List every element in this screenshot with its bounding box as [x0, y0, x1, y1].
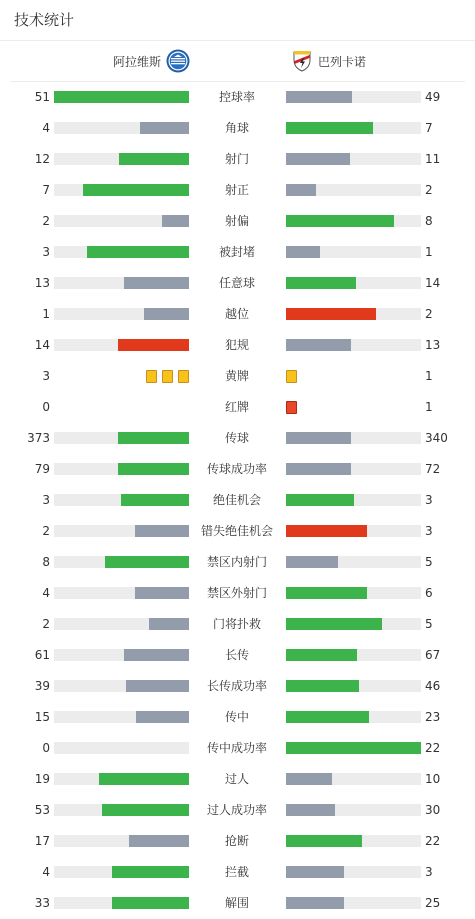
- home-bar-track: [54, 463, 189, 475]
- away-value: 5: [425, 617, 433, 631]
- home-bar-fill: [112, 866, 189, 878]
- stat-row: [0, 577, 475, 608]
- home-value: 7: [42, 183, 50, 197]
- home-bar-track: [54, 680, 189, 692]
- home-bar-track: [54, 804, 189, 816]
- away-bar-track: [286, 122, 421, 134]
- home-value: 3: [42, 493, 50, 507]
- away-red-cards: [286, 401, 297, 414]
- home-bar-fill: [105, 556, 189, 568]
- home-bar-fill: [118, 339, 189, 351]
- home-bar-fill: [135, 587, 189, 599]
- away-bar-fill: [286, 742, 421, 754]
- home-bar-track: [54, 649, 189, 661]
- home-value: 33: [34, 896, 50, 910]
- home-bar-fill: [129, 835, 189, 847]
- stat-label: 禁区外射门: [206, 586, 267, 600]
- stat-label: 射门: [224, 152, 249, 166]
- home-value: 373: [27, 431, 50, 445]
- stat-label: 传中: [224, 710, 249, 724]
- home-bar-track: [54, 711, 189, 723]
- stat-label: 过人: [224, 772, 249, 786]
- home-bar-fill: [135, 525, 189, 537]
- stat-label: 红牌: [224, 400, 249, 414]
- away-bar-fill: [286, 246, 320, 258]
- home-bar-fill: [162, 215, 189, 227]
- home-value: 0: [42, 741, 50, 755]
- home-bar-track: [54, 835, 189, 847]
- stat-label: 解围: [224, 896, 249, 910]
- home-bar-fill: [102, 804, 189, 816]
- away-value: 67: [425, 648, 441, 662]
- away-value: 340: [425, 431, 448, 445]
- stat-label: 射正: [224, 183, 249, 197]
- away-bar-fill: [286, 463, 351, 475]
- home-value: 3: [42, 369, 50, 383]
- away-value: 46: [425, 679, 441, 693]
- home-value: 15: [34, 710, 50, 724]
- away-bar-track: [286, 866, 421, 878]
- away-value: 1: [425, 369, 433, 383]
- stat-row: [0, 360, 475, 391]
- home-bar-track: [54, 525, 189, 537]
- away-value: 6: [425, 586, 433, 600]
- home-bar-fill: [119, 153, 189, 165]
- home-bar-track: [54, 215, 189, 227]
- home-bar-fill: [87, 246, 189, 258]
- away-value: 30: [425, 803, 441, 817]
- away-value: 2: [425, 307, 433, 321]
- away-value: 3: [425, 524, 433, 538]
- home-bar-track: [54, 153, 189, 165]
- away-bar-fill: [286, 153, 350, 165]
- away-bar-fill: [286, 680, 359, 692]
- home-bar-fill: [126, 680, 189, 692]
- stat-label: 射偏: [224, 214, 249, 228]
- away-bar-track: [286, 246, 421, 258]
- away-value: 3: [425, 865, 433, 879]
- yellow-card-icon: [286, 370, 297, 383]
- stat-label: 传球成功率: [206, 462, 267, 476]
- stat-row: [0, 484, 475, 515]
- away-bar-track: [286, 463, 421, 475]
- home-bar-fill: [118, 432, 189, 444]
- home-bar-track: [54, 432, 189, 444]
- home-bar-fill: [99, 773, 189, 785]
- stat-row: [0, 143, 475, 174]
- home-value: 39: [34, 679, 50, 693]
- home-bar-fill: [112, 897, 189, 909]
- home-value: 2: [42, 524, 50, 538]
- stat-label: 门将扑救: [212, 617, 261, 631]
- stat-row: [0, 422, 475, 453]
- away-bar-fill: [286, 91, 352, 103]
- stat-row: [0, 546, 475, 577]
- away-bar-fill: [286, 587, 367, 599]
- away-value: 3: [425, 493, 433, 507]
- away-value: 22: [425, 741, 441, 755]
- home-yellow-cards: [146, 370, 189, 383]
- stat-label: 角球: [224, 121, 249, 135]
- away-bar-track: [286, 308, 421, 320]
- home-team-header[interactable]: [113, 48, 190, 74]
- home-bar-fill: [136, 711, 189, 723]
- stat-label: 任意球: [218, 276, 255, 290]
- home-value: 3: [42, 245, 50, 259]
- page-title: 技术统计: [14, 11, 75, 29]
- stat-label: 长传: [224, 648, 249, 662]
- away-bar-fill: [286, 122, 373, 134]
- away-bar-fill: [286, 804, 335, 816]
- home-bar-track: [54, 556, 189, 568]
- home-bar-track: [54, 122, 189, 134]
- home-value: 51: [34, 90, 50, 104]
- away-bar-track: [286, 525, 421, 537]
- away-bar-fill: [286, 525, 367, 537]
- home-value: 53: [34, 803, 50, 817]
- home-bar-fill: [54, 91, 189, 103]
- away-bar-track: [286, 835, 421, 847]
- away-bar-track: [286, 153, 421, 165]
- away-bar-track: [286, 618, 421, 630]
- home-bar-track: [54, 246, 189, 258]
- stat-row: [0, 732, 475, 763]
- title-divider: [0, 40, 475, 41]
- stat-label: 过人成功率: [206, 803, 267, 817]
- home-value: 12: [34, 152, 50, 166]
- home-bar-track: [54, 308, 189, 320]
- away-bar-fill: [286, 866, 344, 878]
- rayo-vallecano-crest-icon: [290, 49, 314, 73]
- home-value: 4: [42, 586, 50, 600]
- stat-label: 犯规: [224, 338, 249, 352]
- stat-row: [0, 701, 475, 732]
- stat-row: [0, 856, 475, 887]
- away-value: 7: [425, 121, 433, 135]
- away-bar-track: [286, 680, 421, 692]
- away-bar-track: [286, 432, 421, 444]
- home-bar-track: [54, 277, 189, 289]
- away-value: 72: [425, 462, 441, 476]
- away-bar-track: [286, 494, 421, 506]
- stat-row: [0, 794, 475, 825]
- stat-label: 错失绝佳机会: [200, 524, 273, 538]
- away-bar-track: [286, 773, 421, 785]
- home-value: 4: [42, 121, 50, 135]
- away-bar-track: [286, 339, 421, 351]
- away-value: 23: [425, 710, 441, 724]
- away-bar-fill: [286, 649, 357, 661]
- home-bar-fill: [124, 277, 189, 289]
- home-value: 4: [42, 865, 50, 879]
- stat-label: 传中成功率: [206, 741, 267, 755]
- away-bar-track: [286, 897, 421, 909]
- stat-row: [0, 763, 475, 794]
- away-value: 1: [425, 400, 433, 414]
- away-bar-track: [286, 215, 421, 227]
- stats-table: [0, 81, 475, 918]
- home-bar-track: [54, 339, 189, 351]
- home-bar-fill: [118, 463, 189, 475]
- stat-row: [0, 81, 475, 112]
- away-bar-fill: [286, 184, 316, 196]
- away-bar-fill: [286, 618, 382, 630]
- home-bar-track: [54, 773, 189, 785]
- away-bar-track: [286, 742, 421, 754]
- home-value: 1: [42, 307, 50, 321]
- home-bar-fill: [140, 122, 189, 134]
- home-value: 14: [34, 338, 50, 352]
- away-bar-track: [286, 587, 421, 599]
- away-value: 13: [425, 338, 441, 352]
- away-bar-fill: [286, 339, 351, 351]
- stat-row: [0, 174, 475, 205]
- alaves-crest-icon: [166, 49, 190, 73]
- home-value: 8: [42, 555, 50, 569]
- stat-row: [0, 670, 475, 701]
- stat-label: 拦截: [224, 865, 249, 879]
- stat-row: [0, 887, 475, 918]
- home-value: 79: [34, 462, 50, 476]
- stat-label: 控球率: [218, 90, 255, 104]
- home-value: 61: [34, 648, 50, 662]
- stat-label: 传球: [224, 431, 249, 445]
- stat-row: [0, 608, 475, 639]
- stat-row: [0, 267, 475, 298]
- home-bar-track: [54, 866, 189, 878]
- home-value: 13: [34, 276, 50, 290]
- stat-label: 越位: [224, 307, 249, 321]
- home-value: 0: [42, 400, 50, 414]
- away-bar-track: [286, 649, 421, 661]
- home-value: 2: [42, 214, 50, 228]
- away-value: 2: [425, 183, 433, 197]
- stat-row: [0, 236, 475, 267]
- stat-row: [0, 639, 475, 670]
- home-bar-track: [54, 91, 189, 103]
- stat-label: 长传成功率: [206, 679, 267, 693]
- stat-row: [0, 825, 475, 856]
- stat-row: [0, 453, 475, 484]
- home-bar-track: [54, 494, 189, 506]
- stat-label: 黄牌: [224, 369, 249, 383]
- away-value: 49: [425, 90, 441, 104]
- away-bar-track: [286, 711, 421, 723]
- stat-row: [0, 112, 475, 143]
- away-bar-track: [286, 91, 421, 103]
- away-bar-fill: [286, 215, 394, 227]
- away-bar-fill: [286, 711, 369, 723]
- home-team-name: 阿拉维斯: [113, 54, 162, 69]
- red-card-icon: [286, 401, 297, 414]
- away-value: 25: [425, 896, 441, 910]
- home-bar-track: [54, 897, 189, 909]
- home-bar-track: [54, 184, 189, 196]
- stat-row: [0, 205, 475, 236]
- stat-label: 禁区内射门: [206, 555, 267, 569]
- stat-row: [0, 298, 475, 329]
- away-bar-fill: [286, 432, 351, 444]
- away-value: 1: [425, 245, 433, 259]
- stat-label: 被封堵: [218, 245, 255, 259]
- home-bar-track: [54, 587, 189, 599]
- away-bar-fill: [286, 897, 344, 909]
- away-value: 11: [425, 152, 441, 166]
- away-bar-track: [286, 556, 421, 568]
- home-bar-fill: [124, 649, 189, 661]
- away-bar-track: [286, 804, 421, 816]
- away-bar-track: [286, 184, 421, 196]
- away-bar-fill: [286, 277, 356, 289]
- away-team-name: 巴列卡诺: [318, 54, 367, 69]
- yellow-card-icon: [162, 370, 173, 383]
- away-bar-fill: [286, 494, 354, 506]
- home-bar-fill: [121, 494, 189, 506]
- home-value: 2: [42, 617, 50, 631]
- stat-row: [0, 329, 475, 360]
- away-value: 8: [425, 214, 433, 228]
- away-value: 10: [425, 772, 441, 786]
- home-bar-fill: [83, 184, 189, 196]
- home-bar-track: [54, 742, 189, 754]
- yellow-card-icon: [146, 370, 157, 383]
- home-bar-track: [54, 618, 189, 630]
- away-bar-fill: [286, 556, 338, 568]
- home-bar-fill: [149, 618, 189, 630]
- away-value: 14: [425, 276, 441, 290]
- away-value: 5: [425, 555, 433, 569]
- away-bar-fill: [286, 773, 332, 785]
- stat-row: [0, 515, 475, 546]
- home-value: 17: [34, 834, 50, 848]
- stat-label: 抢断: [224, 834, 249, 848]
- away-bar-fill: [286, 835, 362, 847]
- away-yellow-cards: [286, 370, 297, 383]
- away-bar-track: [286, 277, 421, 289]
- home-bar-fill: [144, 308, 189, 320]
- away-value: 22: [425, 834, 441, 848]
- stat-label: 绝佳机会: [212, 493, 261, 507]
- away-bar-fill: [286, 308, 376, 320]
- home-value: 19: [34, 772, 50, 786]
- away-team-header[interactable]: [290, 48, 366, 74]
- stat-row: [0, 391, 475, 422]
